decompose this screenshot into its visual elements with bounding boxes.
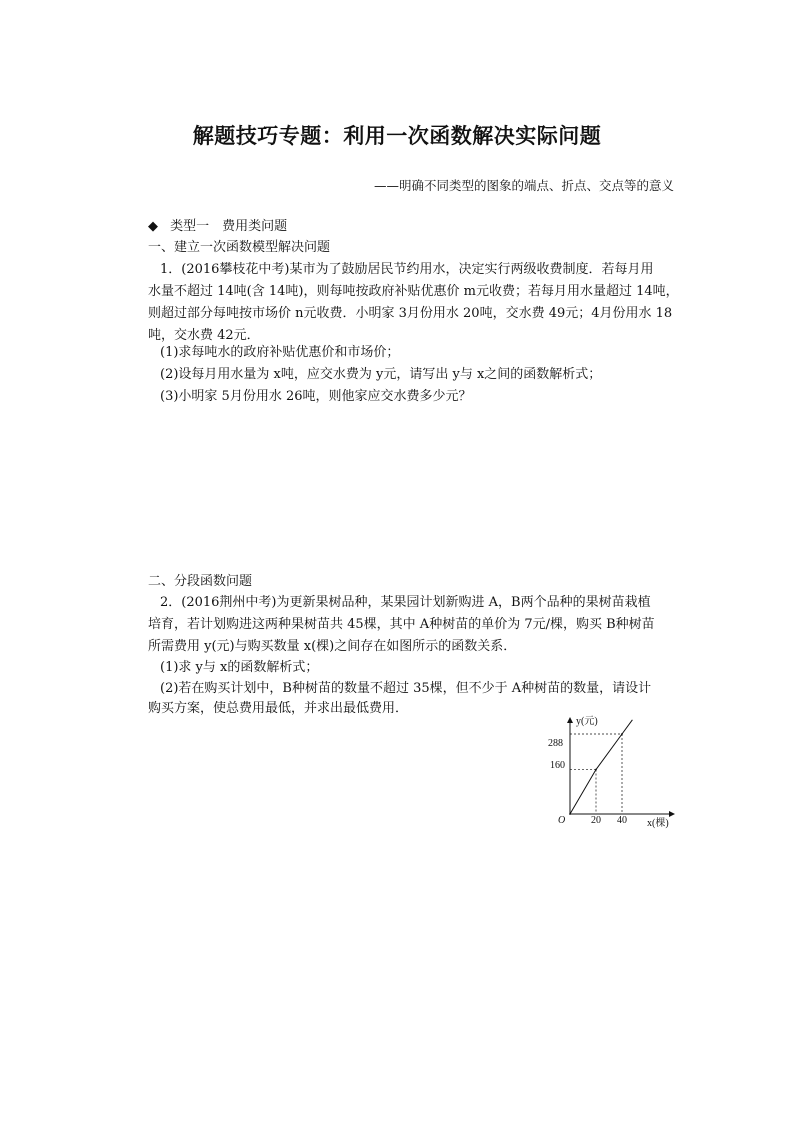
x-tick-label: 20 [591,815,601,826]
origin-label: O [558,815,566,826]
page-subtitle: ——明确不同类型的图象的端点、折点、交点等的意义 [373,178,674,193]
section1-heading: 一、建立一次函数模型解决问题 [148,240,331,255]
data-point [569,813,571,815]
type-heading-label: 类型一 费用类问题 [170,219,288,234]
q1-part-2: (2)设每月用水量为 x吨，应交水费为 y元，请写出 y与 x之间的函数解析式； [160,367,602,382]
dashed-guides [570,734,622,814]
q1-line-2: 水量不超过 14吨(含 14吨)，则每吨按政府补贴优惠价 m元收费；若每月用水量超过 14吨， [148,284,679,299]
q1-line-3: 则超过部分每吨按市场价 n元收费．小明家 3月份用水 20吨，交水费 49元；4月份用水 18 [148,306,673,321]
q2-part-1: (1)求 y与 x的函数解析式； [160,660,319,675]
q2-part-2: (2)若在购买计划中，B种树苗的数量不超过 35棵，但不少于 A种树苗的数量，请设计 [160,681,652,696]
q2-part-3: 购买方案，使总费用最低，并求出最低费用． [148,701,409,716]
q1-line-4: 吨，交水费 42元． [148,328,260,343]
q2-line-3: 所需费用 y(元)与购买数量 x(棵)之间存在如图所示的函数关系． [148,639,517,654]
y-axis-label: y(元) [576,716,598,727]
diamond-icon: ◆ [148,219,158,234]
q1-part-1: (1)求每吨水的政府补贴优惠价和市场价； [160,345,400,360]
function-graph [548,712,678,832]
section2-heading: 二、分段函数问题 [148,574,253,589]
data-point [621,733,623,735]
type-heading [148,215,287,234]
x-axis-label: x(棵) [647,818,669,829]
q1-part-3: (3)小明家 5月份用水 26吨，则他家应交水费多少元？ [160,389,472,404]
q2-line-2: 培育，若计划购进这两种果树苗共 45棵，其中 A种树苗的单价为 7元/棵，购买 B种树苗 [148,617,655,632]
q1-line-1: 1．(2016攀枝花中考)某市为了鼓励居民节约用水，决定实行两级收费制度．若每月用 [160,262,654,277]
q2-line-1: 2．(2016荆州中考)为更新果树品种，某果园计划新购进 A，B两个品种的果树苗栽植 [160,595,651,610]
y-tick-label: 288 [548,738,563,749]
x-tick-label: 40 [617,815,627,826]
data-point [595,769,597,771]
page-title: 解题技巧专题：利用一次函数解决实际问题 [192,123,602,148]
y-tick-label: 160 [550,760,565,771]
